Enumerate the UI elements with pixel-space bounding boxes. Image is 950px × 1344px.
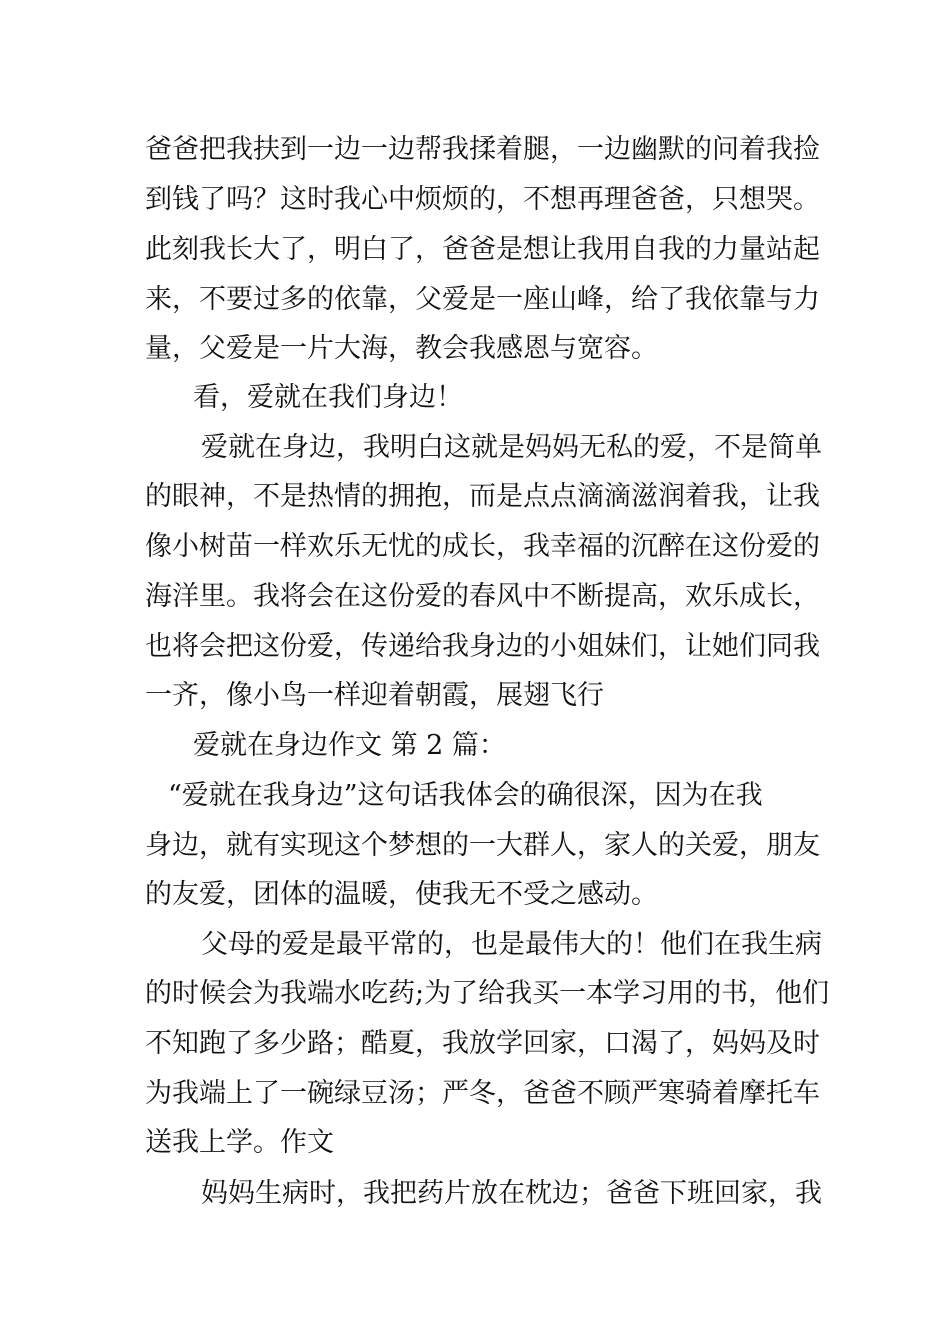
paragraph-line: 到钱了吗？这时我心中烦烦的，不想再理爸爸，只想哭。 <box>145 184 820 215</box>
paragraph-line: 的眼神，不是热情的拥抱，而是点点滴滴滋润着我，让我 <box>145 481 820 512</box>
paragraph-line: 爱就在身边，我明白这就是妈妈无私的爱，不是简单 <box>201 432 822 463</box>
paragraph-line: 不知跑了多少路；酷夏，我放学回家，口渴了，妈妈及时 <box>145 1028 820 1059</box>
paragraph-line: “爱就在我身边”这句话我体会的确很深，因为在我 <box>168 780 763 811</box>
paragraph-line: 一齐，像小鸟一样迎着朝霞，展翅飞行 <box>145 680 604 711</box>
paragraph-line: 量，父爱是一片大海，教会我感恩与宽容。 <box>145 333 658 364</box>
paragraph-line: 为我端上了一碗绿豆汤；严冬，爸爸不顾严寒骑着摩托车 <box>145 1078 820 1109</box>
paragraph-line: 海洋里。我将会在这份爱的春风中不断提高，欢乐成长， <box>145 581 820 612</box>
paragraph-line: 也将会把这份爱，传递给我身边的小姐妹们，让她们同我 <box>145 631 820 662</box>
paragraph-line: 的时候会为我端水吃药;为了给我买一本学习用的书，他们 <box>145 978 830 1009</box>
paragraph-line: 父母的爱是最平常的，也是最伟大的！他们在我生病 <box>201 929 822 960</box>
paragraph-line: 爸爸把我扶到一边一边帮我揉着腿，一边幽默的问着我捡 <box>145 134 820 165</box>
paragraph-line: 来，不要过多的依靠，父爱是一座山峰，给了我依靠与力 <box>145 284 820 315</box>
paragraph-line: 妈妈生病时，我把药片放在枕边；爸爸下班回家，我 <box>201 1178 822 1209</box>
paragraph-line: 像小树苗一样欢乐无忧的成长，我幸福的沉醉在这份爱的 <box>145 531 820 562</box>
paragraph-line: 看，爱就在我们身边！ <box>193 382 463 413</box>
paragraph-line: 的友爱，团体的温暖，使我无不受之感动。 <box>145 879 658 910</box>
section-heading: 爱就在身边作文 第 2 篇： <box>193 730 506 761</box>
paragraph-line: 身边，就有实现这个梦想的一大群人，家人的关爱，朋友 <box>145 830 820 861</box>
paragraph-line: 此刻我长大了，明白了，爸爸是想让我用自我的力量站起 <box>145 234 820 265</box>
paragraph-line: 送我上学。作文 <box>145 1127 334 1158</box>
